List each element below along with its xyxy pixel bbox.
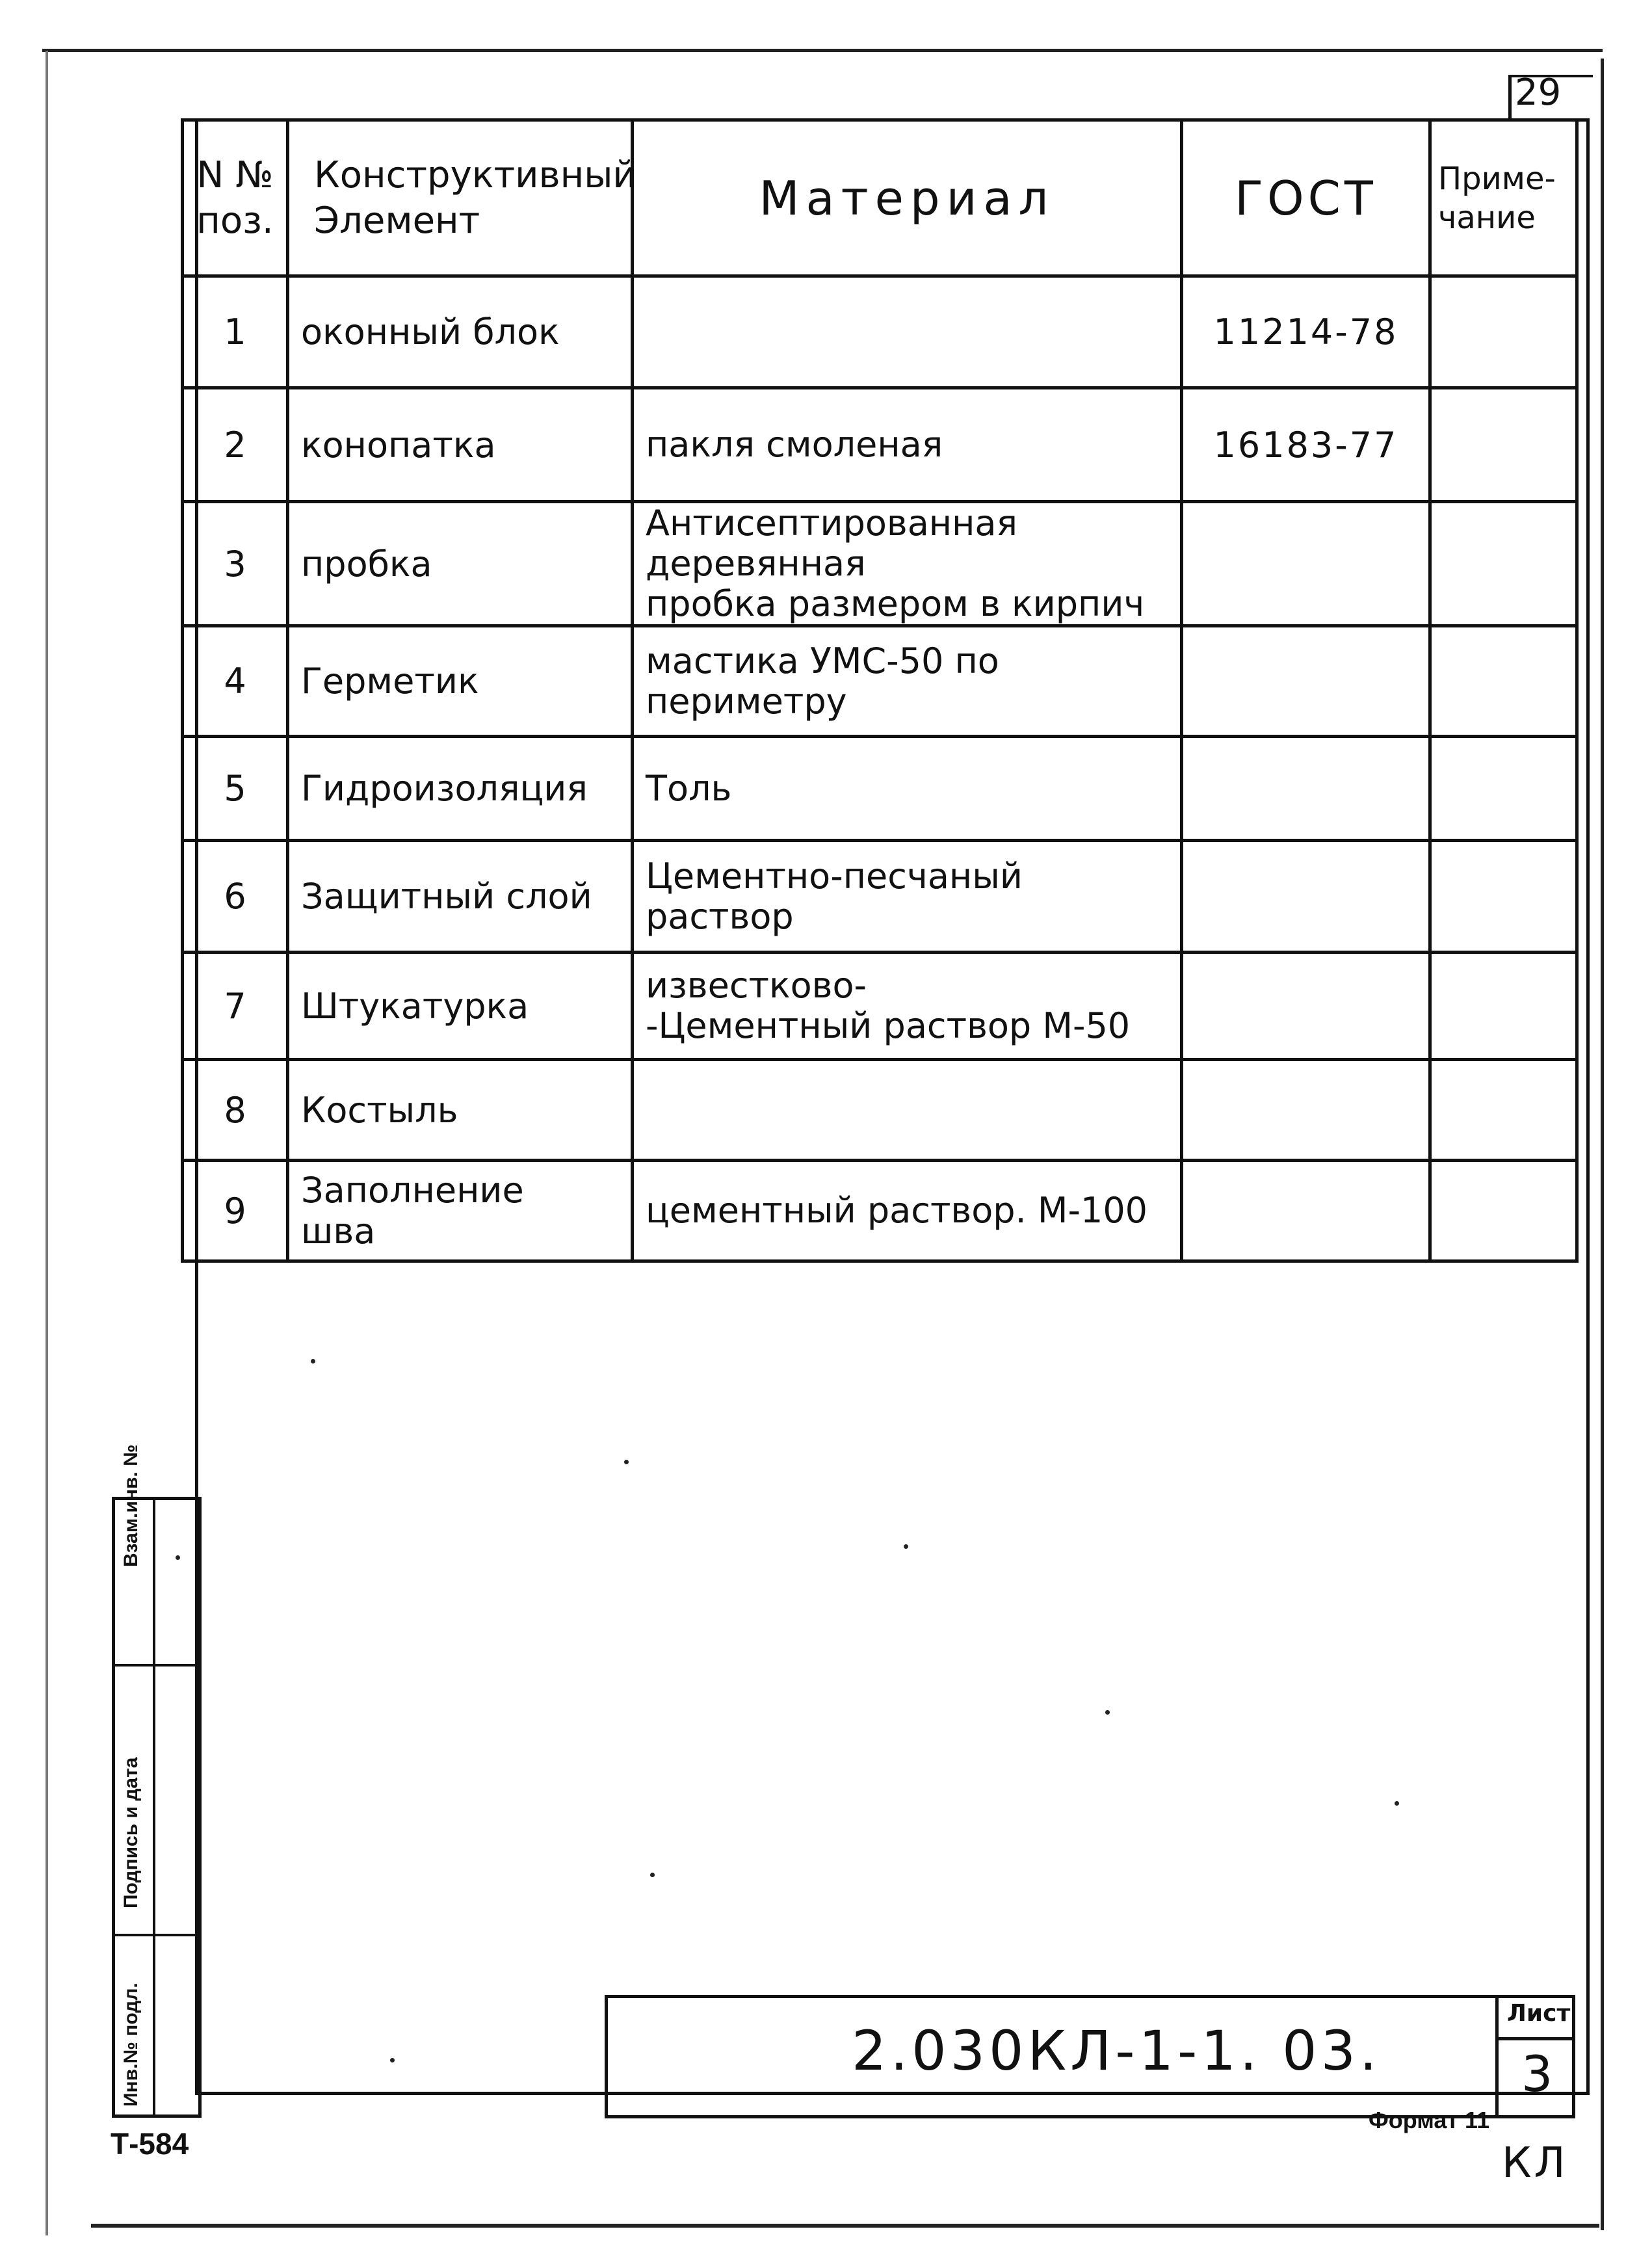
row-material: Антисептированная деревянная пробка размером в кирпич <box>633 502 1182 626</box>
scan-speck <box>311 1359 315 1364</box>
row-num: 8 <box>183 1060 288 1161</box>
header-material: Материал <box>633 120 1182 276</box>
row-gost <box>1182 953 1430 1060</box>
row-note <box>1430 388 1577 502</box>
row-gost <box>1182 1060 1430 1161</box>
row-element: Гидроизоляция <box>288 737 633 841</box>
row-element: Штукатурка <box>288 953 633 1060</box>
sheet-border-left <box>46 51 48 2235</box>
label-vzam-inv: Взам.инв. № <box>120 1444 142 1567</box>
row-gost <box>1182 626 1430 737</box>
table-row <box>183 1161 1577 1261</box>
row-element: конопатка <box>288 388 633 502</box>
table-row <box>183 626 1577 737</box>
sheet-number: 3 <box>1521 2045 1553 2103</box>
table-row <box>183 502 1577 626</box>
sheet-border-bottom <box>91 2224 1599 2228</box>
side-divider <box>115 1934 198 1936</box>
sheet-border-top <box>42 49 1603 52</box>
row-material: мастика УМС-50 по периметру <box>633 626 1182 737</box>
row-gost <box>1182 502 1430 626</box>
scan-speck <box>904 1544 908 1549</box>
table-row <box>183 841 1577 953</box>
row-material: цементный раствор. М-100 <box>633 1161 1182 1261</box>
table-header-row <box>183 120 1577 276</box>
table-row <box>183 1060 1577 1161</box>
scan-speck <box>1105 1710 1110 1715</box>
sheet-label: Лист <box>1507 2000 1571 2027</box>
row-note <box>1430 502 1577 626</box>
row-material <box>633 1060 1182 1161</box>
row-material <box>633 276 1182 388</box>
row-num: 7 <box>183 953 288 1060</box>
side-divider <box>153 1500 155 2114</box>
row-num: 5 <box>183 737 288 841</box>
row-note <box>1430 626 1577 737</box>
scan-speck <box>624 1460 629 1464</box>
row-num: 6 <box>183 841 288 953</box>
row-gost <box>1182 737 1430 841</box>
row-note <box>1430 276 1577 388</box>
specification-table <box>181 118 1579 1263</box>
row-gost <box>1182 841 1430 953</box>
row-note <box>1430 1060 1577 1161</box>
archive-code: Т-584 <box>111 2127 189 2161</box>
table-row <box>183 276 1577 388</box>
table-row <box>183 388 1577 502</box>
row-element: Заполнение шва <box>288 1161 633 1261</box>
row-num: 9 <box>183 1161 288 1261</box>
row-material: Цементно-песчаный раствор <box>633 841 1182 953</box>
row-material: известково- -Цементный раствор М-50 <box>633 953 1182 1060</box>
scan-speck <box>390 2058 395 2062</box>
row-element: оконный блок <box>288 276 633 388</box>
row-element: Костыль <box>288 1060 633 1161</box>
row-note <box>1430 1161 1577 1261</box>
scan-speck <box>1395 1801 1399 1806</box>
row-element: пробка <box>288 502 633 626</box>
row-element: Герметик <box>288 626 633 737</box>
document-code: 2.030КЛ-1-1. 03. <box>852 2019 1381 2083</box>
row-num: 2 <box>183 388 288 502</box>
header-element: Конструктивный Элемент <box>288 120 633 276</box>
scan-speck <box>650 1873 655 1877</box>
row-material: пакля смоленая <box>633 388 1182 502</box>
header-pos: N № поз. <box>183 120 288 276</box>
table-row <box>183 737 1577 841</box>
side-divider <box>115 1664 198 1667</box>
row-num: 1 <box>183 276 288 388</box>
sheet-border-right <box>1601 59 1604 2230</box>
row-num: 4 <box>183 626 288 737</box>
row-material: Толь <box>633 737 1182 841</box>
format-label: Формат 11 <box>1369 2107 1490 2133</box>
row-note <box>1430 737 1577 841</box>
row-num: 3 <box>183 502 288 626</box>
label-inv-podl: Инв.№ подл. <box>120 1983 142 2107</box>
row-gost: 16183-77 <box>1182 388 1430 502</box>
table-row <box>183 953 1577 1060</box>
row-note <box>1430 953 1577 1060</box>
page-number: 29 <box>1515 72 1562 114</box>
sheet-box-divider <box>1499 2037 1572 2040</box>
row-gost: 11214-78 <box>1182 276 1430 388</box>
row-gost <box>1182 1161 1430 1261</box>
label-podpis-data: Подпись и дата <box>120 1757 142 1908</box>
row-element: Защитный слой <box>288 841 633 953</box>
header-note: Приме- чание <box>1430 120 1577 276</box>
row-note <box>1430 841 1577 953</box>
initials: КЛ <box>1502 2139 1568 2187</box>
header-gost: ГОСТ <box>1182 120 1430 276</box>
